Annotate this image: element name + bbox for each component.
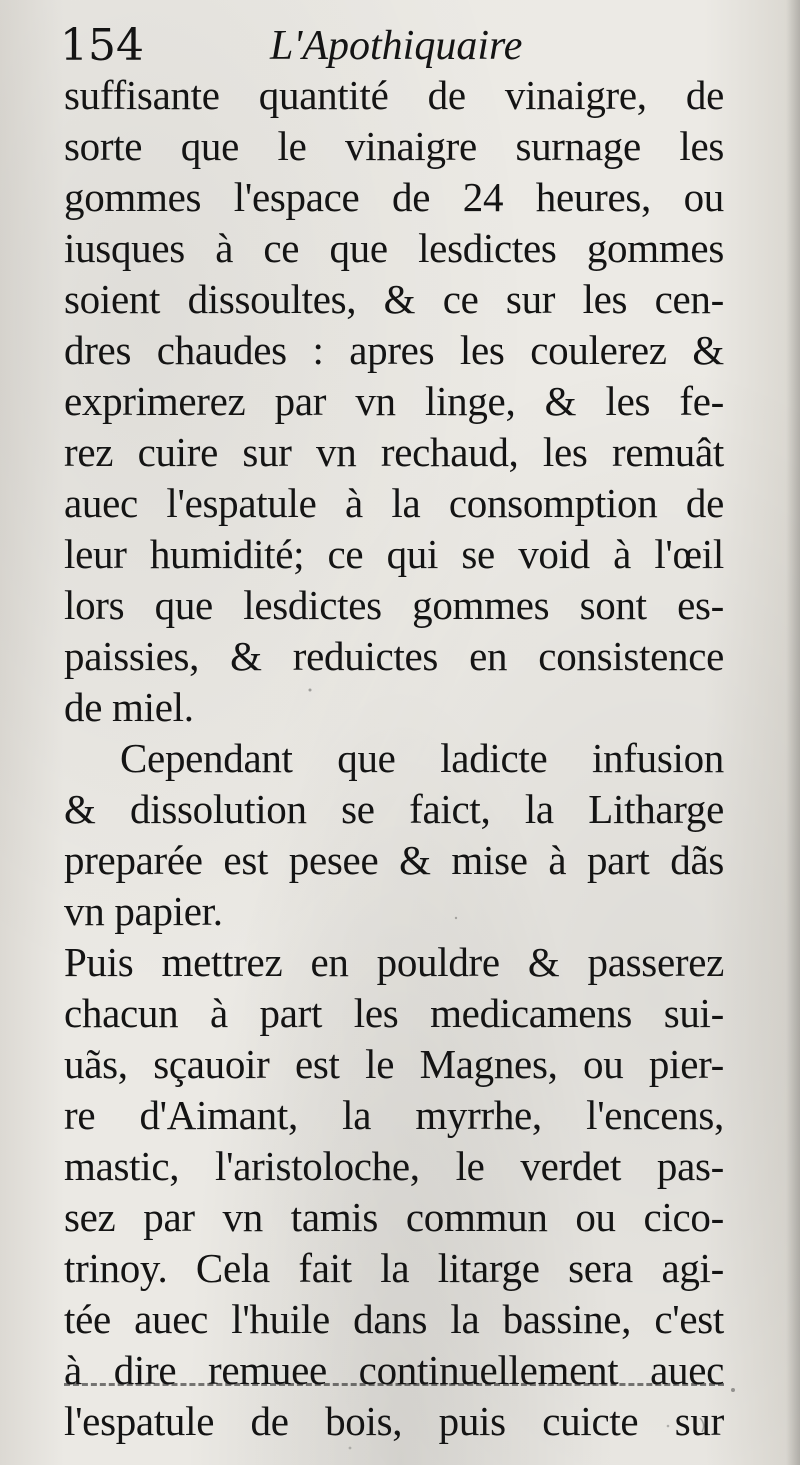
- text-line: paissies, & reduictes en consistence: [64, 633, 724, 679]
- text-line: exprimerez par vn linge, & les fe-: [64, 378, 724, 424]
- text-line: rez cuire sur vn rechaud, les remuât: [64, 429, 724, 475]
- text-line: à dire remuee continuellement auec: [64, 1347, 724, 1393]
- text-line: iusques à ce que lesdictes gommes: [64, 225, 724, 271]
- text-line: mastic, l'aristoloche, le verdet pas-: [64, 1143, 724, 1189]
- running-title: L'Apothiquaire: [270, 23, 523, 69]
- text-line: gommes l'espace de 24 heures, ou: [64, 174, 724, 220]
- text-line: tée auec l'huile dans la bassine, c'est: [64, 1296, 724, 1342]
- text-line: chacun à part les medicamens sui-: [64, 990, 724, 1036]
- text-line: uãs, sçauoir est le Magnes, ou pier-: [64, 1041, 724, 1087]
- text-line: trinoy. Cela fait la litarge sera agi-: [64, 1245, 724, 1291]
- text-line: soient dissoultes, & ce sur les cen-: [64, 276, 724, 322]
- text-line: auec l'espatule à la consomption de: [64, 480, 724, 526]
- bottom-dashed-rule: [64, 1383, 724, 1392]
- page-edge-shadow: [786, 0, 800, 1465]
- paragraph-start-line: Puis mettrez en pouldre & passerez: [64, 939, 724, 985]
- running-head: [60, 16, 720, 76]
- text-line: lors que lesdictes gommes sont es-: [64, 582, 724, 628]
- text-line: & dissolution se faict, la Litharge: [64, 786, 724, 832]
- text-line: sez par vn tamis commun ou cico-: [64, 1194, 724, 1240]
- text-line: l'espatule de bois, puis cuicte sur: [64, 1398, 724, 1444]
- text-line: leur humidité; ce qui se void à l'œil: [64, 531, 724, 577]
- text-line: sorte que le vinaigre surnage les: [64, 123, 724, 169]
- paragraph-start-line: Cependant que ladicte infusion: [120, 735, 724, 781]
- text-line: suffisante quantité de vinaigre, de: [64, 72, 724, 118]
- paragraph-end-line: vn papier.: [64, 888, 223, 934]
- text-line: preparée est pesee & mise à part dãs: [64, 837, 724, 883]
- body-text: [64, 70, 724, 1447]
- paragraph-end-line: de miel.: [64, 684, 194, 730]
- text-line: dres chaudes : apres les coulerez &: [64, 327, 724, 373]
- page-number: 154: [60, 20, 144, 71]
- text-line: re d'Aimant, la myrrhe, l'encens,: [64, 1092, 724, 1138]
